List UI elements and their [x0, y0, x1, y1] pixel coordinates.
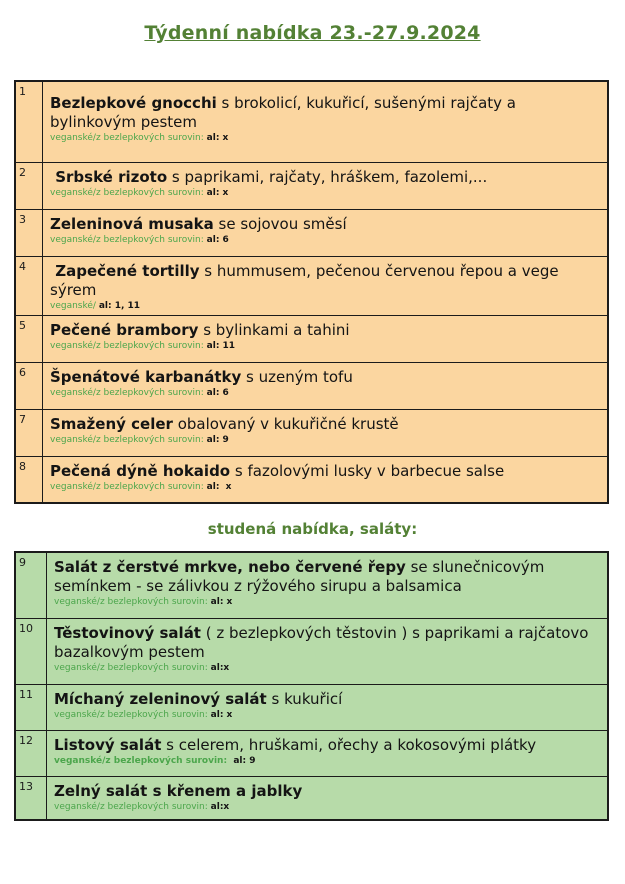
note-label: veganské/	[50, 300, 99, 311]
cold-section-title: studená nabídka, saláty:	[207, 520, 418, 538]
table-row	[15, 315, 608, 362]
row-number: 10	[15, 618, 47, 684]
dish-name: Těstovinový salát	[54, 623, 201, 642]
note-label: veganské/z bezlepkových surovin:	[50, 340, 207, 351]
table-row	[15, 409, 608, 456]
dish-name: Smažený celer	[50, 414, 173, 433]
note-label: veganské/z bezlepkových surovin:	[50, 434, 207, 445]
note-allergens: al: 6	[206, 387, 229, 398]
dish-name: Zeleninová musaka	[50, 214, 214, 233]
dish-name: Listový salát	[54, 735, 162, 754]
dish-text	[54, 782, 601, 801]
dish-note	[50, 341, 601, 352]
row-number: 6	[15, 362, 43, 409]
dish-name: Míchaný zeleninový salát	[54, 689, 267, 708]
dish-note	[50, 133, 601, 144]
dish-text	[54, 736, 601, 755]
dish-note	[54, 756, 601, 767]
dish-desc: s kukuřicí	[266, 689, 343, 708]
dish-text	[50, 462, 601, 481]
note-label: veganské/z bezlepkových surovin:	[54, 662, 211, 673]
dish-name: Pečené brambory	[50, 320, 199, 339]
note-allergens: al: 9	[206, 434, 229, 445]
note-label: veganské/z bezlepkových surovin:	[50, 234, 207, 245]
dish-text	[50, 415, 601, 434]
page-title: Týdenní nabídka 23.-27.9.2024	[144, 22, 481, 44]
dish-note	[50, 188, 601, 199]
table-row	[15, 209, 608, 256]
note-allergens: al: 6	[206, 234, 229, 245]
note-label: veganské/z bezlepkových surovin:	[54, 597, 211, 607]
dish-text	[54, 624, 601, 662]
dish-name: Bezlepkové gnocchi	[50, 94, 217, 112]
table-row	[15, 256, 608, 315]
dish-desc: se sojovou směsí	[213, 214, 347, 233]
dish-name: Zelný salát s křenem a jablky	[54, 781, 303, 800]
dish-note	[50, 435, 601, 446]
dish-note	[50, 301, 601, 312]
table-row	[15, 618, 608, 684]
note-allergens: al: 1, 11	[98, 300, 141, 311]
note-allergens: al:x	[210, 801, 230, 812]
row-number: 13	[15, 776, 47, 820]
dish-note	[54, 710, 601, 721]
note-allergens: al: x	[206, 133, 229, 143]
note-label: veganské/z bezlepkových surovin:	[54, 755, 234, 766]
note-allergens: al: 11	[206, 340, 236, 351]
row-number: 5	[15, 315, 43, 362]
table-row	[15, 362, 608, 409]
dish-text	[50, 215, 601, 234]
dish-note	[50, 235, 601, 246]
dish-name: Špenátové karbanátky	[50, 367, 242, 386]
dish-desc: s celerem, hruškami, ořechy a kokosovými plátky	[161, 735, 537, 754]
dish-name: Pečená dýně hokaido	[50, 461, 231, 480]
dish-desc: s fazolovými lusky v barbecue salse	[230, 461, 505, 480]
dish-text	[54, 558, 601, 596]
dish-name: Zapečené tortilly	[50, 261, 200, 280]
note-allergens: al: x	[210, 709, 233, 720]
row-number: 1	[15, 81, 43, 162]
row-number: 8	[15, 456, 43, 503]
dish-note	[54, 663, 601, 674]
table-row	[15, 456, 608, 503]
table-row	[15, 162, 608, 209]
dish-text	[50, 168, 601, 187]
dish-text	[50, 262, 601, 300]
table-row	[15, 552, 608, 618]
dish-text	[50, 94, 601, 132]
row-number: 4	[15, 256, 43, 315]
row-number: 12	[15, 730, 47, 776]
hot-menu-table	[14, 80, 609, 504]
dish-text	[54, 690, 601, 709]
note-label: veganské/z bezlepkových surovin:	[50, 133, 207, 143]
table-row	[15, 776, 608, 820]
table-row	[15, 730, 608, 776]
dish-desc: s paprikami, rajčaty, hráškem, fazolemi,...	[167, 167, 488, 186]
dish-desc: obalovaný v kukuřičné krustě	[172, 414, 399, 433]
dish-note	[50, 388, 601, 399]
note-allergens: al: x	[210, 597, 233, 607]
dish-desc: ( z bezlepkových těstovin ) s paprikami a rajčatovo bazalkovým pestem	[54, 623, 594, 661]
row-number: 2	[15, 162, 43, 209]
dish-desc: s bylinkami a tahini	[198, 320, 350, 339]
row-number: 7	[15, 409, 43, 456]
note-allergens: al: x	[206, 481, 232, 492]
note-label: veganské/z bezlepkových surovin:	[54, 709, 211, 720]
dish-note	[54, 802, 601, 813]
table-row	[15, 81, 608, 162]
table-row	[15, 684, 608, 730]
note-label: veganské/z bezlepkových surovin:	[50, 187, 207, 198]
dish-desc: s uzeným tofu	[241, 367, 353, 386]
dish-note	[50, 482, 601, 493]
note-label: veganské/z bezlepkových surovin:	[50, 481, 207, 492]
dish-note	[54, 597, 601, 608]
note-label: veganské/z bezlepkových surovin:	[50, 387, 207, 398]
note-allergens: al:x	[210, 662, 230, 673]
dish-text	[50, 321, 601, 340]
dish-name: Srbské rizoto	[50, 167, 168, 186]
dish-desc: s brokolicí, kukuřicí, sušenými rajčaty a bylinkovým pestem	[50, 94, 521, 131]
dish-text	[50, 368, 601, 387]
row-number: 3	[15, 209, 43, 256]
note-allergens: al: 9	[233, 755, 256, 766]
dish-desc: se slunečnicovým semínkem - se zálivkou z rýžového sirupu a balsamica	[54, 558, 550, 595]
cold-menu-table	[14, 551, 609, 821]
note-allergens: al: x	[206, 187, 229, 198]
row-number: 11	[15, 684, 47, 730]
dish-desc: s hummusem, pečenou červenou řepou a vege sýrem	[50, 261, 564, 299]
note-label: veganské/z bezlepkových surovin:	[54, 801, 211, 812]
row-number: 9	[15, 552, 47, 618]
dish-name: Salát z čerstvé mrkve, nebo červené řepy	[54, 558, 406, 576]
